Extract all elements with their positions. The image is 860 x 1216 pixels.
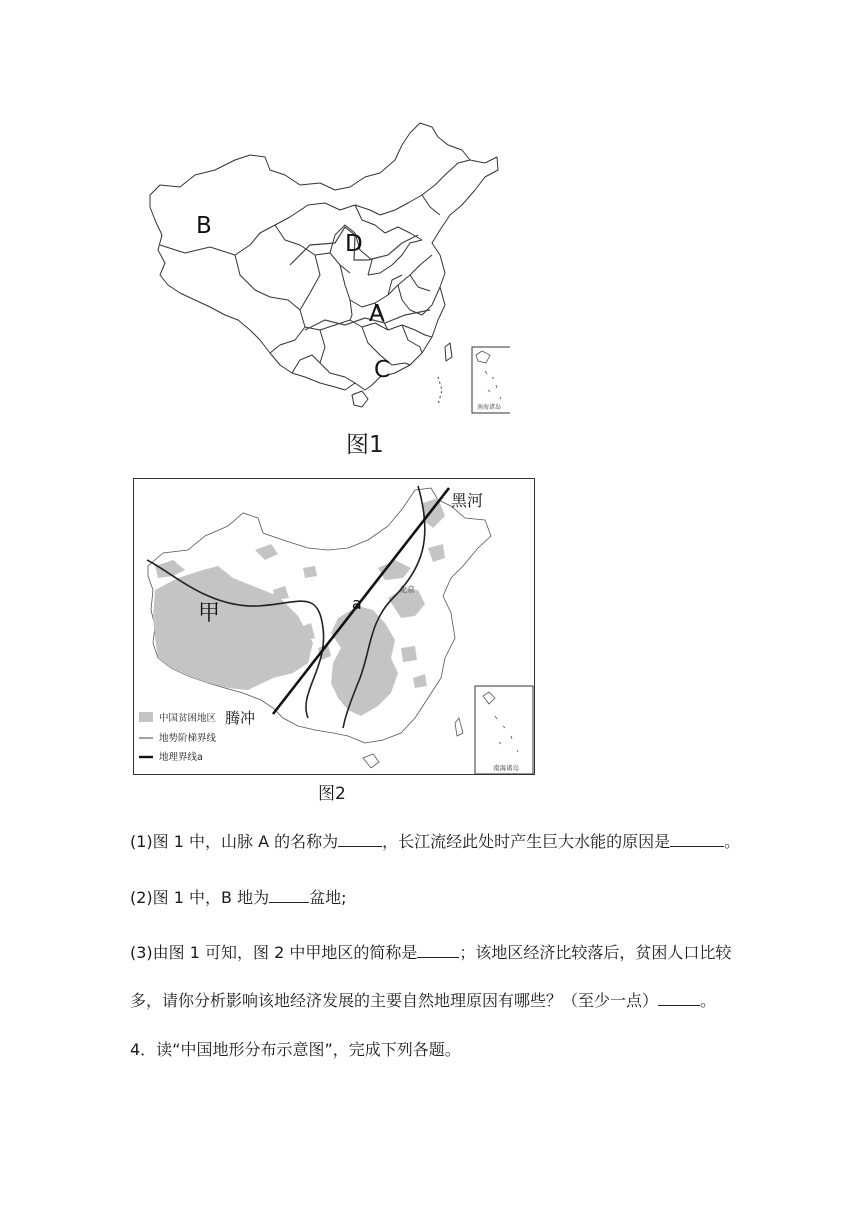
figure2-caption: 图2 xyxy=(318,784,346,804)
inset-label-fig2: 南海诸岛 xyxy=(493,764,519,772)
q3-text-b: ；该地区经济比较落后，贫困人口比较 xyxy=(459,943,732,962)
q3-text-a: (3)由图 1 可知，图 2 中甲地区的简称是 xyxy=(130,943,418,962)
question-3-line-1 xyxy=(130,943,740,963)
inset-label-fig1: 南海诸岛 xyxy=(477,404,502,411)
question-4: 4．读“中国地形分布示意图”，完成下列各题。 xyxy=(130,1040,461,1059)
label-D: D xyxy=(345,231,363,257)
answer-blank-q2[interactable] xyxy=(269,888,309,903)
figure1-china-map xyxy=(140,115,510,420)
label-heihe: 黑河 xyxy=(451,491,484,510)
figure1-caption: 图1 xyxy=(346,432,384,458)
hainan-island xyxy=(352,391,368,407)
south-china-sea-inset xyxy=(472,347,510,413)
q3-text-d: 。 xyxy=(700,991,717,1010)
label-C: C xyxy=(374,357,391,383)
q2-text-b: 盆地; xyxy=(309,888,347,907)
answer-blank-q1-1[interactable] xyxy=(338,832,382,847)
answer-blank-q3-2[interactable] xyxy=(658,991,700,1006)
q1-text-c: 。 xyxy=(724,832,741,851)
answer-blank-q1-2[interactable] xyxy=(670,832,724,847)
question-3-line-2 xyxy=(130,991,740,1011)
legend-poverty: 中国贫困地区 xyxy=(159,713,217,724)
legend-geo-line: 地理界线a xyxy=(159,752,203,763)
question-2 xyxy=(130,888,740,908)
label-A: A xyxy=(369,301,385,327)
label-tengchong: 腾冲 xyxy=(225,709,256,727)
south-china-sea-inset-2 xyxy=(475,686,533,774)
label-beijing: 北京 xyxy=(399,585,415,594)
figure2-poverty-map xyxy=(133,478,535,775)
question-1 xyxy=(130,832,740,852)
q1-text-a: (1)图 1 中，山脉 A 的名称为 xyxy=(130,832,339,851)
legend-terrain-step: 地势阶梯界线 xyxy=(159,733,217,744)
q1-text-b: ，长江流经此处时产生巨大水能的原因是 xyxy=(382,832,671,851)
taiwan-island xyxy=(445,343,452,361)
q2-text-a: (2)图 1 中，B 地为 xyxy=(130,888,270,907)
q3-text-c: 多，请你分析影响该地经济发展的主要自然地理原因有哪些？（至少一点） xyxy=(130,991,659,1010)
label-jia: 甲 xyxy=(198,601,221,626)
label-B: B xyxy=(196,213,212,239)
answer-blank-q3-1[interactable] xyxy=(417,943,459,958)
label-a: a xyxy=(352,594,362,613)
